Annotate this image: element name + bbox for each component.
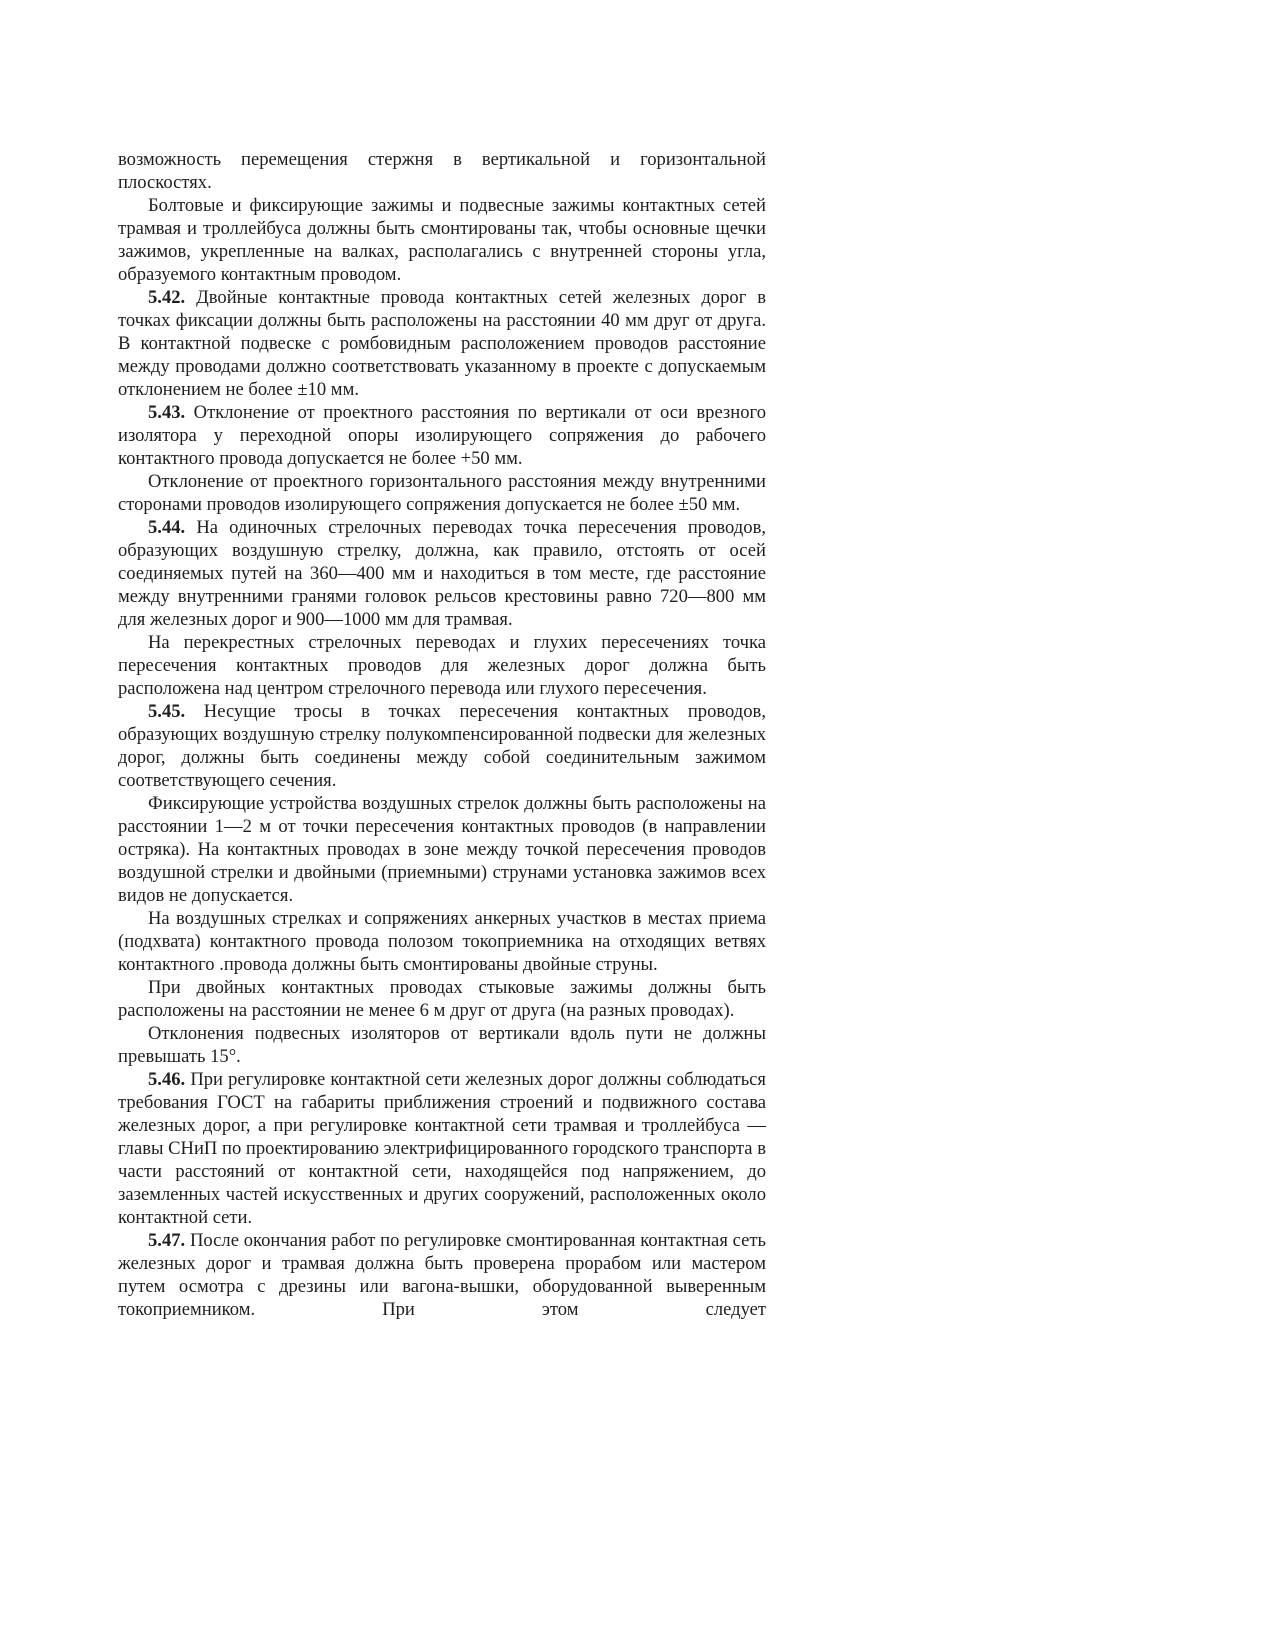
paragraph xyxy=(118,1022,766,1068)
paragraph xyxy=(118,1068,766,1229)
paragraph xyxy=(118,470,766,516)
paragraph-text: Двойные контактные провода контактных сетей железных дорог в точках фиксации должны быть расположены на расстоянии 40 мм друг от друга. В контактной подвеске с ромбовидным расположением проводов расстояние между проводами должно соответствовать указанному в проекте с допускаемым отклонением не более ±10 мм. xyxy=(118,287,766,400)
paragraph xyxy=(118,792,766,907)
clause-number: 5.43. xyxy=(148,402,186,423)
paragraph-text: После окончания работ по регулировке смонтированная контактная сеть железных дорог и трамвая должна быть проверена прорабом или мастером путем осмотра с дрезины или вагона-вышки, оборудованной выверенным токоприемником. При этом следует xyxy=(118,1230,766,1320)
paragraph xyxy=(118,631,766,700)
paragraph xyxy=(118,516,766,631)
paragraph-text: На одиночных стрелочных переводах точка пересечения проводов, образующих воздушную стрелку, должна, как правило, отстоять от осей соединяемых путей на 360—400 мм и находиться в том месте, где расстояние между внутренними гранями головок рельсов крестовины равно 720—800 мм для железных дорог и 900—1000 мм для трамвая. xyxy=(118,517,766,630)
paragraph-text: При двойных контактных проводах стыковые зажимы должны быть расположены на расстоянии не менее 6 м друг от друга (на разных проводах). xyxy=(118,977,766,1021)
clause-number: 5.47. xyxy=(148,1230,186,1251)
paragraph-text: На воздушных стрелках и сопряжениях анкерных участков в местах приема (подхвата) контактного провода полозом токоприемника на отходящих ветвях контактного .провода должны быть смонтированы двойные струны. xyxy=(118,908,766,975)
paragraph xyxy=(118,401,766,470)
clause-number: 5.42. xyxy=(148,287,186,308)
paragraph-text: Болтовые и фиксирующие зажимы и подвесные зажимы контактных сетей трамвая и троллейбуса должны быть смонтированы так, чтобы основные щечки зажимов, укрепленные на валках, располагались с внутренней стороны угла, образуемого контактным проводом. xyxy=(118,195,766,285)
paragraph-text: Отклонение от проектного расстояния по вертикали от оси врезного изолятора у переходной опоры изолирующего сопряжения до рабочего контактного провода допускается не более +50 мм. xyxy=(118,402,766,469)
paragraph-text: На перекрестных стрелочных переводах и глухих пересечениях точка пересечения контактных проводов для железных дорог должна быть расположена над центром стрелочного перевода или глухого пересечения. xyxy=(118,632,766,699)
paragraph-text: Отклонения подвесных изоляторов от вертикали вдоль пути не должны превышать 15°. xyxy=(118,1023,766,1067)
paragraph xyxy=(118,976,766,1022)
document-body xyxy=(118,148,766,1321)
clause-number: 5.45. xyxy=(148,701,186,722)
paragraph xyxy=(118,700,766,792)
paragraph-text: Фиксирующие устройства воздушных стрелок должны быть расположены на расстоянии 1—2 м от точки пересечения контактных проводов (в направлении остряка). На контактных проводах в зоне между точкой пересечения проводов воздушной стрелки и двойными (приемными) струнами установка зажимов всех видов не допускается. xyxy=(118,793,766,906)
paragraph-text: Несущие тросы в точках пересечения контактных проводов, образующих воздушную стрелку полукомпенсированной подвески для железных дорог, должны быть соединены между собой соединительным зажимом соответствующего сечения. xyxy=(118,701,766,791)
paragraph-text: При регулировке контактной сети железных дорог должны соблюдаться требования ГОСТ на габариты приближения строений и подвижного состава железных дорог, а при регулировке контактной сети трамвая и троллейбуса — главы СНиП по проектированию электрифицированного городского транспорта в части расстояний от контактной сети, находящейся под напряжением, до заземленных частей искусственных и других сооружений, расположенных около контактной сети. xyxy=(118,1069,766,1228)
paragraph-text: Отклонение от проектного горизонтального расстояния между внутренними сторонами проводов изолирующего сопряжения допускается не более ±50 мм. xyxy=(118,471,766,515)
paragraph xyxy=(118,907,766,976)
paragraph xyxy=(118,194,766,286)
paragraph xyxy=(118,148,766,194)
paragraph-text: возможность перемещения стержня в вертикальной и горизонтальной плоскостях. xyxy=(118,149,766,193)
clause-number: 5.44. xyxy=(148,517,186,538)
paragraph xyxy=(118,286,766,401)
paragraph xyxy=(118,1229,766,1321)
clause-number: 5.46. xyxy=(148,1069,186,1090)
